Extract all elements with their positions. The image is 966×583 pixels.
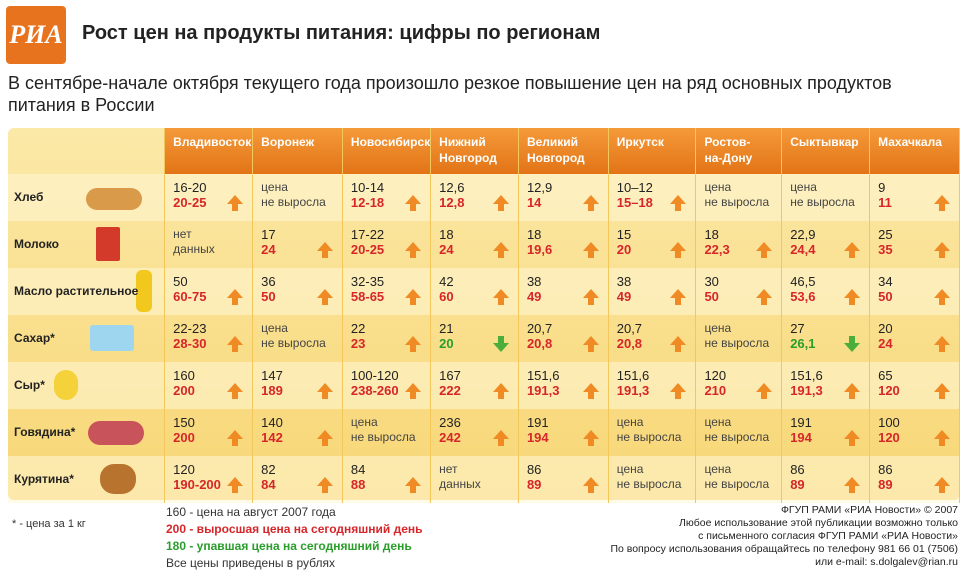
current-price: 14 xyxy=(526,195,542,210)
city-header: Великий Новгород xyxy=(518,128,608,174)
price-cell xyxy=(696,315,782,362)
current-price: 89 xyxy=(878,477,893,492)
arrow-up-icon xyxy=(316,382,334,400)
arrow-up-icon xyxy=(226,429,244,447)
arrow-up-icon xyxy=(843,241,861,259)
price-cell xyxy=(782,221,870,268)
current-price: 24 xyxy=(261,242,276,257)
price-cell xyxy=(696,268,782,315)
old-price: 18 xyxy=(704,227,719,242)
old-price: 12,9 xyxy=(526,180,553,195)
city-header: Владивосток xyxy=(165,128,253,174)
current-price: 120 xyxy=(878,430,900,445)
arrow-up-icon xyxy=(404,382,422,400)
current-price: не выросла xyxy=(261,195,326,209)
copyright-block xyxy=(518,504,958,569)
price-cell xyxy=(165,362,253,409)
arrow-up-icon xyxy=(404,476,422,494)
copyright-line: с письменного согласия ФГУП РАМИ «РИА Новости» xyxy=(698,530,958,542)
arrow-up-icon xyxy=(582,382,600,400)
price-cell xyxy=(342,362,430,409)
arrow-up-icon xyxy=(404,288,422,306)
old-price: 15 xyxy=(616,227,632,242)
old-price: цена xyxy=(261,180,288,194)
city-header: Махачкала xyxy=(870,128,960,174)
old-price: 86 xyxy=(526,462,542,477)
price-cell xyxy=(782,409,870,456)
price-cell xyxy=(608,268,696,315)
table-row xyxy=(8,409,960,456)
old-price: 140 xyxy=(261,415,283,430)
current-price: 222 xyxy=(439,383,461,398)
old-price: 236 xyxy=(439,415,461,430)
current-price: не выросла xyxy=(704,430,770,444)
price-cell xyxy=(165,174,253,221)
current-price: 20,8 xyxy=(616,336,643,351)
current-price: 238-260 xyxy=(350,383,399,398)
old-price: 191 xyxy=(526,415,549,430)
arrow-up-icon xyxy=(404,241,422,259)
price-cell xyxy=(696,456,782,503)
old-price: 20 xyxy=(878,321,893,336)
current-price: 189 xyxy=(261,383,283,398)
arrow-up-icon xyxy=(933,241,951,259)
arrow-up-icon xyxy=(404,335,422,353)
price-cell xyxy=(431,174,519,221)
arrow-up-icon xyxy=(933,194,951,212)
footnote: * - цена за 1 кг xyxy=(12,518,86,530)
arrow-up-icon xyxy=(492,194,510,212)
arrow-up-icon xyxy=(669,335,687,353)
price-cell xyxy=(696,362,782,409)
old-price: цена xyxy=(704,180,732,194)
price-cell xyxy=(870,315,960,362)
old-price: 21 xyxy=(439,321,454,336)
arrow-down-icon xyxy=(492,335,510,353)
arrow-up-icon xyxy=(492,429,510,447)
arrow-up-icon xyxy=(669,382,687,400)
price-cell xyxy=(870,221,960,268)
price-cell xyxy=(342,456,430,503)
old-price: 100-120 xyxy=(350,368,399,383)
table-row xyxy=(8,362,960,409)
current-price: 24 xyxy=(439,242,454,257)
old-price: цена xyxy=(790,180,817,194)
price-cell xyxy=(165,409,253,456)
current-price: не выросла xyxy=(704,477,770,491)
arrow-up-icon xyxy=(755,382,773,400)
price-cell xyxy=(431,221,519,268)
table-row xyxy=(8,221,960,268)
current-price: 242 xyxy=(439,430,461,445)
arrow-up-icon xyxy=(933,382,951,400)
copyright-line: По вопросу использования обращайтесь по телефону 981 66 01 (7506) xyxy=(610,543,958,555)
old-price: 151,6 xyxy=(526,368,560,383)
price-cell xyxy=(253,174,343,221)
price-cell xyxy=(431,268,519,315)
old-price: 100 xyxy=(878,415,900,430)
current-price: данных xyxy=(173,242,215,256)
arrow-up-icon xyxy=(226,335,244,353)
product-label: Сахар* xyxy=(14,331,55,345)
old-price: цена xyxy=(616,462,644,476)
arrow-up-icon xyxy=(582,476,600,494)
price-cell xyxy=(342,315,430,362)
price-cell xyxy=(608,456,696,503)
old-price: 10–12 xyxy=(616,180,653,195)
old-price: 32-35 xyxy=(350,274,385,289)
current-price: 50 xyxy=(704,289,719,304)
current-price: 84 xyxy=(261,477,276,492)
price-cell xyxy=(782,315,870,362)
old-price: 17 xyxy=(261,227,276,242)
old-price: 50 xyxy=(173,274,188,289)
price-cell xyxy=(165,221,253,268)
current-price: 20-25 xyxy=(350,242,385,257)
milk-carton-icon xyxy=(96,227,120,261)
current-price: 89 xyxy=(790,477,805,492)
current-price: 194 xyxy=(526,430,549,445)
current-price: не выросла xyxy=(704,195,770,209)
old-price: 160 xyxy=(173,368,195,383)
current-price: 22,3 xyxy=(704,242,730,257)
old-price: цена xyxy=(350,415,378,429)
current-price: 23 xyxy=(350,336,366,351)
ria-logo-text: РИА xyxy=(9,20,63,49)
arrow-up-icon xyxy=(933,476,951,494)
arrow-up-icon xyxy=(316,241,334,259)
current-price: 191,3 xyxy=(616,383,650,398)
old-price: 82 xyxy=(261,462,276,477)
price-cell xyxy=(870,409,960,456)
old-price: 20,7 xyxy=(526,321,553,336)
old-price: 17-22 xyxy=(350,227,385,242)
header-row xyxy=(8,128,960,174)
current-price: 191,3 xyxy=(790,383,823,398)
old-price: 120 xyxy=(704,368,727,383)
arrow-up-icon xyxy=(316,288,334,306)
price-cell xyxy=(165,456,253,503)
old-price: 150 xyxy=(173,415,195,430)
price-cell xyxy=(165,315,253,362)
copyright-line: ФГУП РАМИ «РИА Новости» © 2007 xyxy=(780,504,958,516)
current-price: 60 xyxy=(439,289,454,304)
old-price: 120 xyxy=(173,462,195,477)
arrow-up-icon xyxy=(492,288,510,306)
arrow-up-icon xyxy=(492,241,510,259)
price-cell xyxy=(165,268,253,315)
old-price: 22 xyxy=(350,321,366,336)
arrow-up-icon xyxy=(582,335,600,353)
arrow-up-icon xyxy=(226,382,244,400)
price-cell xyxy=(342,221,430,268)
current-price: 60-75 xyxy=(173,289,207,304)
old-price: цена xyxy=(616,415,644,429)
current-price: 12-18 xyxy=(350,195,385,210)
old-price: 36 xyxy=(261,274,276,289)
old-price: 42 xyxy=(439,274,454,289)
old-price: 25 xyxy=(878,227,893,242)
old-price: 65 xyxy=(878,368,893,383)
arrow-up-icon xyxy=(226,288,244,306)
price-cell xyxy=(608,221,696,268)
old-price: нет xyxy=(439,462,458,476)
current-price: не выросла xyxy=(350,430,416,444)
price-cell xyxy=(696,409,782,456)
price-cell xyxy=(608,362,696,409)
current-price: 200 xyxy=(173,430,195,445)
arrow-up-icon xyxy=(843,382,861,400)
current-price: не выросла xyxy=(616,430,682,444)
arrow-up-icon xyxy=(755,241,773,259)
arrow-up-icon xyxy=(933,288,951,306)
price-cell xyxy=(518,174,608,221)
product-label: Молоко xyxy=(14,237,59,251)
current-price: не выросла xyxy=(261,336,326,350)
price-cell xyxy=(782,456,870,503)
price-cell xyxy=(518,315,608,362)
product-label: Курятина* xyxy=(14,472,74,486)
old-price: 18 xyxy=(526,227,542,242)
price-cell xyxy=(518,409,608,456)
legend-old-price: 160 - цена на август 2007 года xyxy=(166,505,336,519)
price-cell xyxy=(253,315,343,362)
price-cell xyxy=(253,221,343,268)
current-price: 20,8 xyxy=(526,336,553,351)
price-cell xyxy=(696,221,782,268)
old-price: 84 xyxy=(350,462,366,477)
price-cell xyxy=(431,456,519,503)
price-cell xyxy=(518,456,608,503)
current-price: 210 xyxy=(704,383,727,398)
current-price: данных xyxy=(439,477,481,491)
chicken-icon xyxy=(100,464,136,494)
old-price: 191 xyxy=(790,415,812,430)
price-cell xyxy=(431,362,519,409)
cheese-icon xyxy=(54,370,78,400)
price-cell xyxy=(870,268,960,315)
old-price: нет xyxy=(173,227,192,241)
price-cell xyxy=(253,268,343,315)
current-price: 24,4 xyxy=(790,242,816,257)
city-header: Новосибирск xyxy=(342,128,430,174)
arrow-up-icon xyxy=(582,241,600,259)
price-table-panel xyxy=(8,128,960,500)
old-price: 22-23 xyxy=(173,321,207,336)
current-price: 49 xyxy=(616,289,632,304)
arrow-up-icon xyxy=(492,382,510,400)
arrow-up-icon xyxy=(933,335,951,353)
arrow-up-icon xyxy=(755,288,773,306)
price-cell xyxy=(518,221,608,268)
product-label: Сыр* xyxy=(14,378,45,392)
table-row xyxy=(8,174,960,221)
page-title: Рост цен на продукты питания: цифры по регионам xyxy=(82,22,601,44)
old-price: 38 xyxy=(526,274,542,289)
old-price: 18 xyxy=(439,227,454,242)
current-price: 12,8 xyxy=(439,195,465,210)
arrow-up-icon xyxy=(843,288,861,306)
arrow-up-icon xyxy=(226,194,244,212)
copyright-line: Любое использование этой публикации возможно только xyxy=(679,517,958,529)
legend xyxy=(166,504,423,572)
price-cell xyxy=(696,174,782,221)
legend-new-price: 200 - выросшая цена на сегодняшний день xyxy=(166,522,423,536)
price-cell xyxy=(342,409,430,456)
product-cell xyxy=(8,174,165,221)
price-cell xyxy=(608,315,696,362)
old-price: 151,6 xyxy=(616,368,650,383)
arrow-up-icon xyxy=(582,288,600,306)
old-price: 27 xyxy=(790,321,805,336)
old-price: 147 xyxy=(261,368,283,383)
price-cell xyxy=(608,174,696,221)
old-price: 20,7 xyxy=(616,321,643,336)
old-price: 38 xyxy=(616,274,632,289)
ria-logo xyxy=(6,6,66,64)
current-price: 88 xyxy=(350,477,366,492)
arrow-up-icon xyxy=(843,476,861,494)
product-label: Хлеб xyxy=(14,190,44,204)
city-header: Нижний Новгород xyxy=(431,128,519,174)
current-price: 49 xyxy=(526,289,542,304)
arrow-up-icon xyxy=(582,194,600,212)
price-cell xyxy=(518,362,608,409)
current-price: 53,6 xyxy=(790,289,816,304)
product-cell xyxy=(8,409,165,456)
current-price: 24 xyxy=(878,336,893,351)
current-price: не выросла xyxy=(704,336,770,350)
current-price: 194 xyxy=(790,430,812,445)
current-price: 200 xyxy=(173,383,195,398)
legend-down-price: 180 - упавшая цена на сегодняшний день xyxy=(166,539,412,553)
current-price: 26,1 xyxy=(790,336,816,351)
old-price: 12,6 xyxy=(439,180,465,195)
price-cell xyxy=(870,174,960,221)
city-header: Сыктывкар xyxy=(782,128,870,174)
old-price: 30 xyxy=(704,274,719,289)
old-price: 167 xyxy=(439,368,461,383)
table-row xyxy=(8,315,960,362)
page-subtitle: В сентябре-начале октября текущего года произошло резкое повышение цен на ряд основных продуктов питания в России xyxy=(8,73,892,115)
current-price: 35 xyxy=(878,242,893,257)
old-price: 86 xyxy=(790,462,805,477)
arrow-up-icon xyxy=(669,288,687,306)
product-cell xyxy=(8,362,165,409)
current-price: 19,6 xyxy=(526,242,553,257)
current-price: 20 xyxy=(616,242,632,257)
legend-note: Все цены приведены в рублях xyxy=(166,556,336,570)
arrow-up-icon xyxy=(669,241,687,259)
price-cell xyxy=(253,456,343,503)
old-price: цена xyxy=(704,462,732,476)
old-price: 10-14 xyxy=(350,180,385,195)
oil-bottle-icon xyxy=(136,270,152,312)
arrow-down-icon xyxy=(843,335,861,353)
current-price: не выросла xyxy=(616,477,682,491)
current-price: 28-30 xyxy=(173,336,207,351)
price-cell xyxy=(608,409,696,456)
price-cell xyxy=(253,362,343,409)
price-cell xyxy=(782,362,870,409)
price-cell xyxy=(782,268,870,315)
old-price: 46,5 xyxy=(790,274,816,289)
product-cell xyxy=(8,315,165,362)
price-cell xyxy=(782,174,870,221)
price-table xyxy=(8,128,960,503)
price-cell xyxy=(870,362,960,409)
old-price: 34 xyxy=(878,274,893,289)
copyright-line: или e-mail: s.dolgalev@rian.ru xyxy=(815,556,958,568)
current-price: 20-25 xyxy=(173,195,207,210)
current-price: 20 xyxy=(439,336,454,351)
arrow-up-icon xyxy=(582,429,600,447)
current-price: 11 xyxy=(878,195,892,210)
product-label: Говядина* xyxy=(14,425,76,439)
product-cell xyxy=(8,221,165,268)
current-price: 89 xyxy=(526,477,542,492)
sugar-box-icon xyxy=(90,325,134,351)
price-cell xyxy=(870,456,960,503)
arrow-up-icon xyxy=(669,194,687,212)
price-cell xyxy=(342,174,430,221)
arrow-up-icon xyxy=(843,429,861,447)
arrow-up-icon xyxy=(404,194,422,212)
old-price: цена xyxy=(704,321,732,335)
city-header: Ростов- на-Дону xyxy=(696,128,782,174)
table-row xyxy=(8,268,960,315)
table-row xyxy=(8,456,960,503)
price-cell xyxy=(342,268,430,315)
old-price: 16-20 xyxy=(173,180,207,195)
current-price: не выросла xyxy=(790,195,855,209)
current-price: 50 xyxy=(261,289,276,304)
current-price: 120 xyxy=(878,383,900,398)
old-price: 9 xyxy=(878,180,886,195)
current-price: 50 xyxy=(878,289,893,304)
old-price: цена xyxy=(261,321,288,335)
current-price: 58-65 xyxy=(350,289,385,304)
price-cell xyxy=(431,409,519,456)
arrow-up-icon xyxy=(226,476,244,494)
city-header: Иркутск xyxy=(608,128,696,174)
city-header: Воронеж xyxy=(253,128,343,174)
current-price: 15–18 xyxy=(616,195,653,210)
current-price: 142 xyxy=(261,430,283,445)
arrow-up-icon xyxy=(933,429,951,447)
product-cell xyxy=(8,268,165,315)
header-corner xyxy=(8,128,165,174)
old-price: 151,6 xyxy=(790,368,823,383)
current-price: 191,3 xyxy=(526,383,560,398)
price-cell xyxy=(253,409,343,456)
old-price: 86 xyxy=(878,462,893,477)
price-cell xyxy=(518,268,608,315)
product-cell xyxy=(8,456,165,503)
product-label: Масло растительное xyxy=(14,284,139,298)
beef-icon xyxy=(88,421,144,445)
arrow-up-icon xyxy=(316,476,334,494)
old-price: цена xyxy=(704,415,732,429)
current-price: 190-200 xyxy=(173,477,221,492)
bread-icon xyxy=(86,188,142,210)
price-cell xyxy=(431,315,519,362)
arrow-up-icon xyxy=(316,429,334,447)
old-price: 22,9 xyxy=(790,227,816,242)
